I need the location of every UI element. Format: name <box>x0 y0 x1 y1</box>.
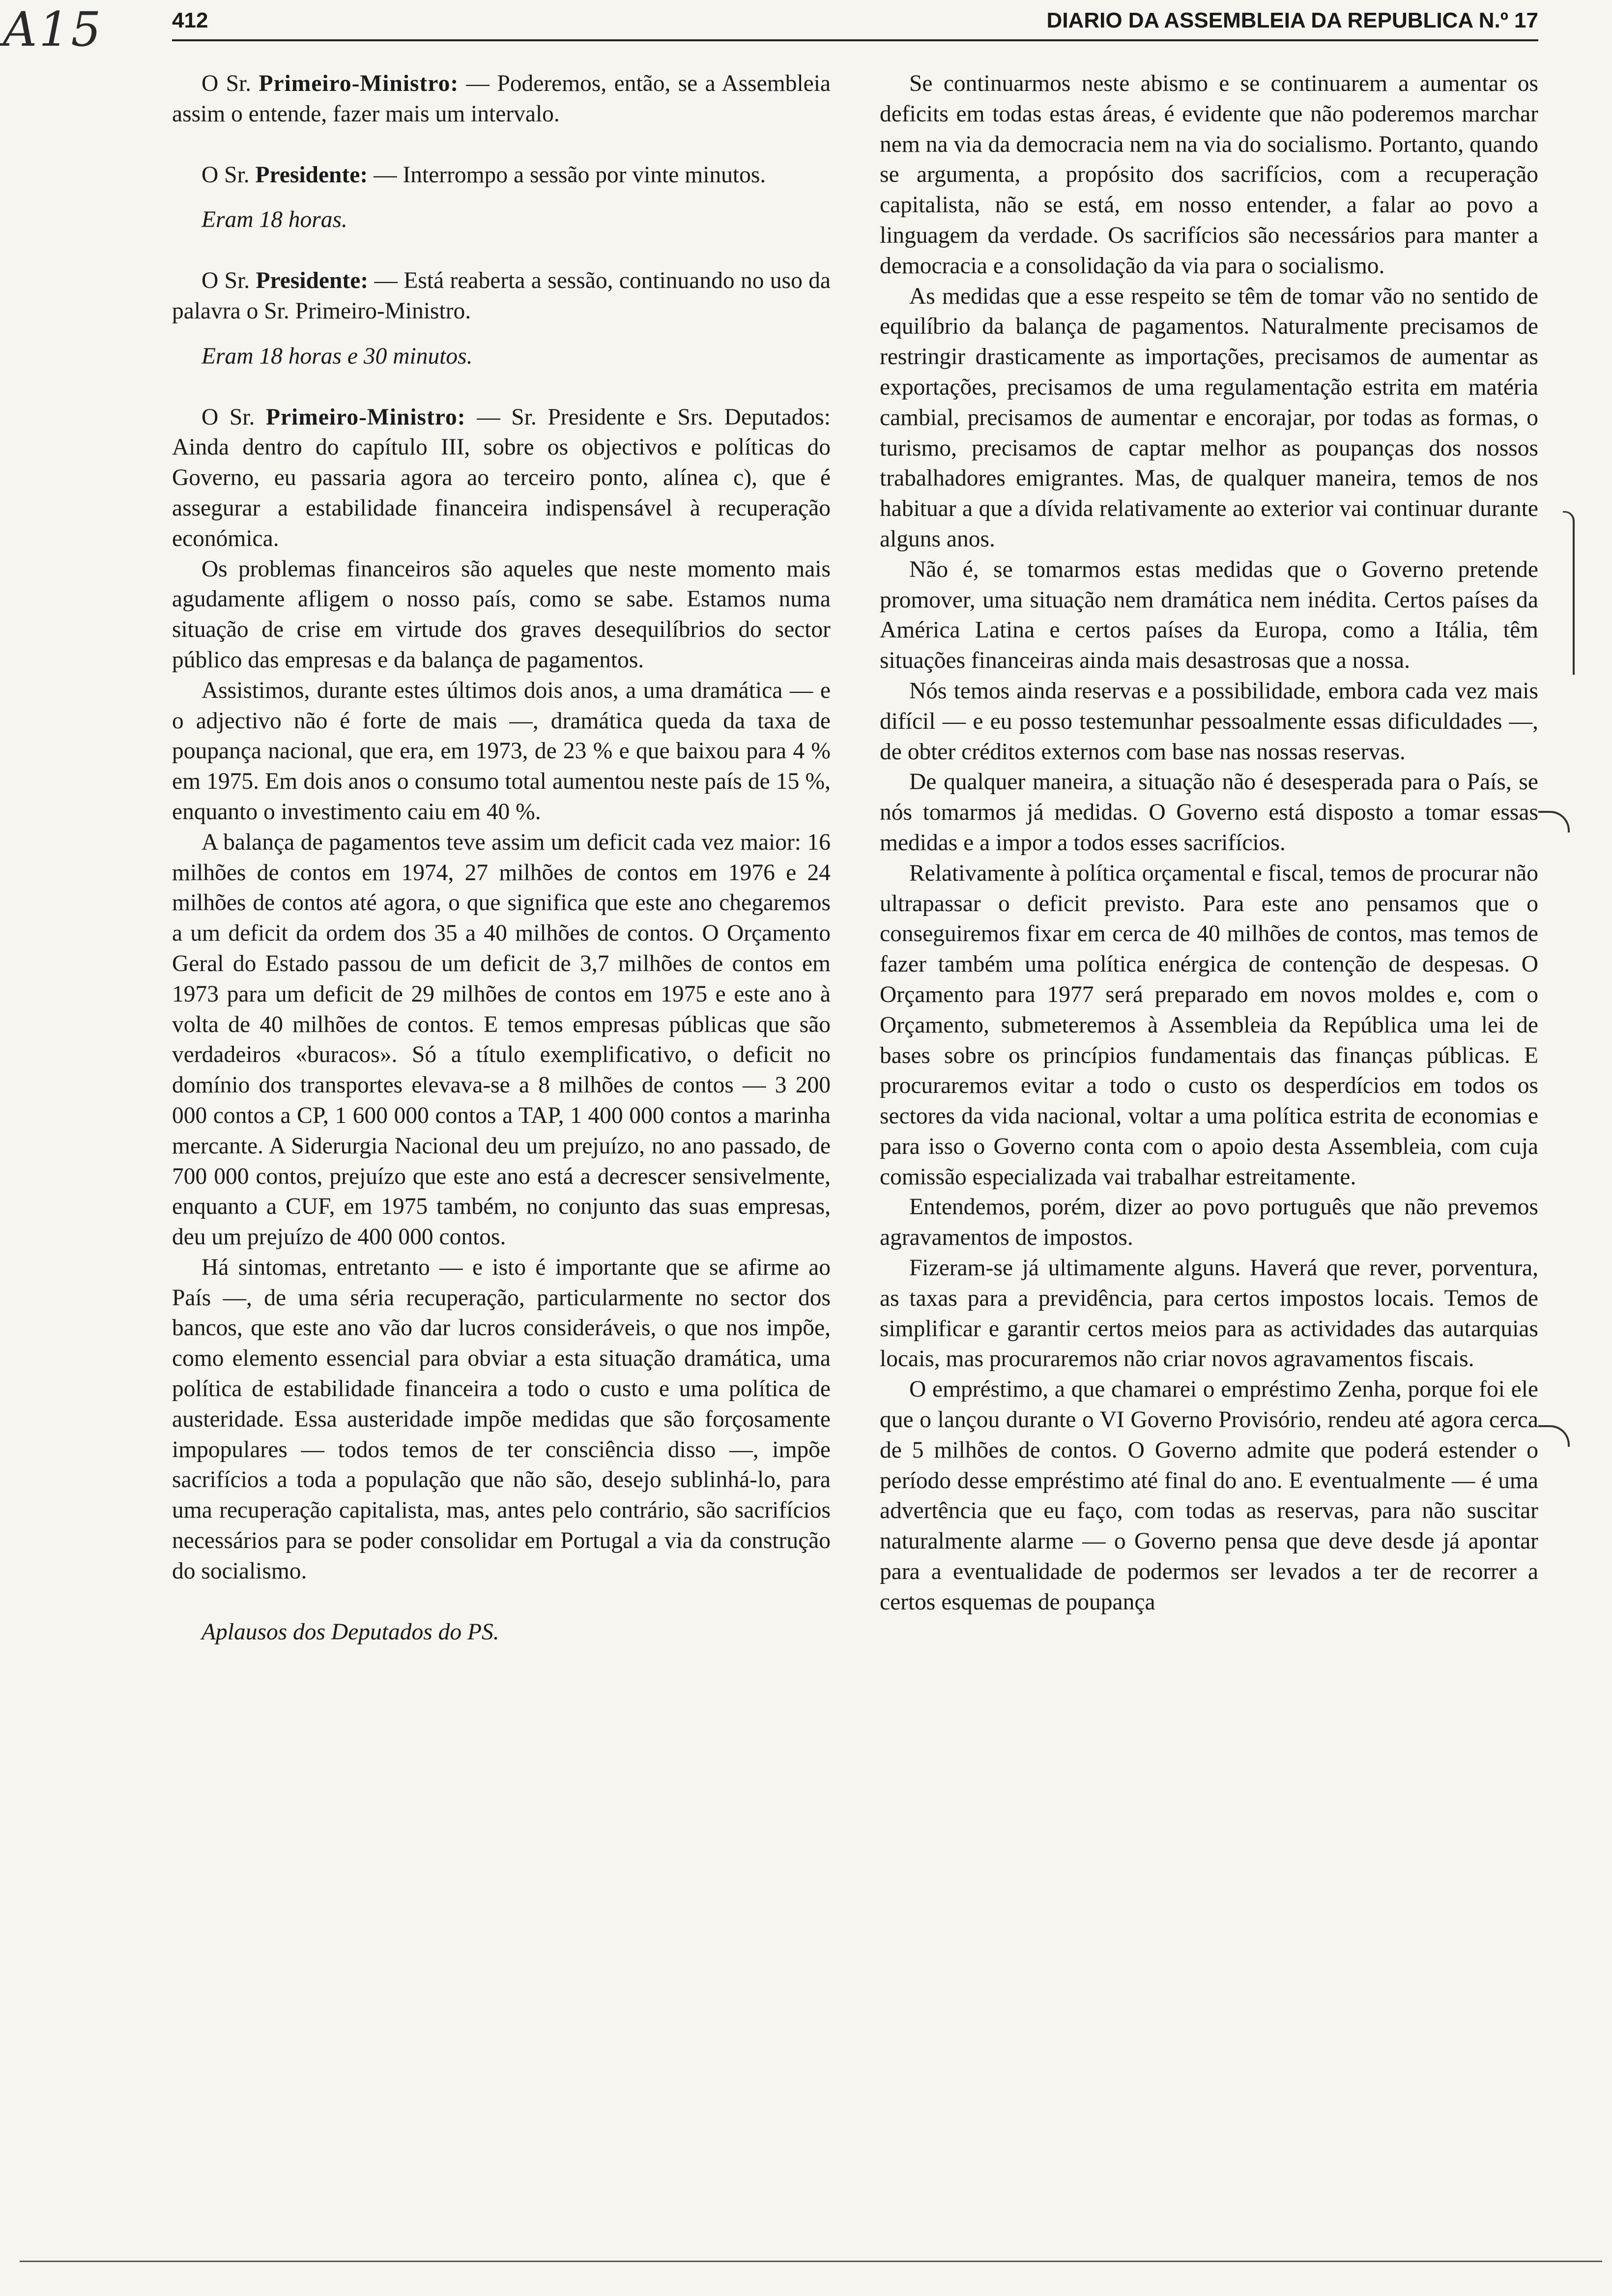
speaker-name: Primeiro-Ministro: <box>265 404 466 430</box>
speaker-name: Presidente: <box>255 162 368 188</box>
body-paragraph: Entendemos, porém, dizer ao povo português que não prevemos agravamentos de impostos. <box>880 1194 1538 1251</box>
speech-paragraph <box>172 160 831 191</box>
speaker-title: O Sr. <box>202 71 259 96</box>
speaker-name: Primeiro-Ministro: <box>259 71 459 96</box>
speech-text: — Está reaberta a sessão, continuando no uso da palavra o Sr. Primeiro-Ministro. <box>172 268 831 324</box>
speech-text: — Interrompo a sessão por vinte minutos. <box>368 162 766 188</box>
body-paragraph: Nós temos ainda reservas e a possibilidade, embora cada vez mais difícil — e eu posso testemunhar pessoalmente essas dificuldades —, de obter créditos externos com base nas nossas reservas. <box>880 678 1538 765</box>
margin-curl-mark <box>1538 811 1570 832</box>
margin-bracket-mark <box>1563 511 1575 675</box>
handwritten-page-mark: A15 <box>3 2 103 57</box>
header-rule <box>172 39 1538 41</box>
speech-paragraph <box>172 402 831 554</box>
body-paragraph: As medidas que a esse respeito se têm de tomar vão no sentido de equilíbrio da balança de pagamentos. Naturalmente precisamos de restringir drasticamente as importações, precisamos de aumentar as exportações, precisamos de uma regulamentação estrita em matéria cambial, precisamos de aumentar e encorajar, por todas as formas, o turismo, precisamos de captar melhor as poupanças dos nossos trabalhadores emigrantes. Mas, de qualquer maneira, temos de nos habituar a que a dívida relativamente ao exterior vai continuar durante alguns anos. <box>880 283 1538 552</box>
body-paragraph: Há sintomas, entretanto — e isto é importante que se afirme ao País —, de uma séria recuperação, particularmente no sector dos bancos, que este ano vão dar lucros consideráveis, o que nos impõe, como elemento essencial para obviar a esta situação dramática, uma política de estabilidade financeira a todo o custo e uma política de austeridade. Essa austeridade impõe medidas que são forçosamente impopulares — todos temos de ter consciência disso —, impõe sacrifícios a toda a população que não são, desejo sublinhá-lo, para uma recuperação capitalista, mas, antes pelo contrário, são sacrifícios necessários para se poder consolidar em Portugal a via da construção do socialismo. <box>172 1254 831 1584</box>
body-paragraph: Se continuarmos neste abismo e se continuarem a aumentar os deficits em todas estas áreas, é evidente que não poderemos marchar nem na via da democracia nem na via do socialismo. Portanto, quando se argumenta, a propósito dos sacrifícios, com a recuperação capitalista, não se está, em nosso entender, a falar ao povo a linguagem da verdade. Os sacrifícios são necessários para manter a democracia e a consolidação da via para o socialismo. <box>880 71 1538 279</box>
body-paragraph: O empréstimo, a que chamarei o empréstimo Zenha, porque foi ele que o lançou durante o VI Governo Provisório, rendeu até agora cerca de 5 milhões de contos. O Governo admite que poderá estender o período desse empréstimo até final do ano. E eventualmente — é uma advertência que eu faço, com todas as reservas, para não suscitar naturalmente alarme — o Governo pensa que deve desde já apontar para a eventualidade de podermos ser levados a ter de recorrer a certos esquemas de poupança <box>880 1377 1538 1615</box>
page-number: 412 <box>172 8 208 32</box>
session-note: Eram 18 horas. <box>202 207 347 233</box>
applause-note: Aplausos dos Deputados do PS. <box>202 1619 499 1645</box>
page-header <box>172 5 1538 36</box>
right-column <box>880 69 1538 1618</box>
session-note: Eram 18 horas e 30 minutos. <box>202 343 473 369</box>
body-paragraph: Relativamente à política orçamental e fiscal, temos de procurar não ultrapassar o deficit previsto. Para este ano pensamos que o conseguiremos fixar em cerca de 40 milhões de contos, mas temos de fazer também uma política enérgica de contenção de despesas. O Orçamento para 1977 será preparado em novos moldes e, com o Orçamento, submeteremos à Assembleia da República uma lei de bases sobre os princípios fundamentais das finanças públicas. E procuraremos evitar a todo o custo os desperdícios em todos os sectores da vida nacional, voltar a uma política estrita de economias e para isso o Governo conta com o apoio desta Assembleia, com cuja comissão especializada vai trabalhar estreitamente. <box>880 860 1538 1190</box>
body-paragraph: Fizeram-se já ultimamente alguns. Haverá que rever, porventura, as taxas para a previdência, para certos impostos locais. Temos de simplificar e garantir certos meios para as actividades das autarquias locais, mas procuraremos não criar novos agravamentos fiscais. <box>880 1255 1538 1372</box>
speech-text: — Poderemos, então, se a Assembleia assim o entende, fazer mais um intervalo. <box>172 71 831 127</box>
body-paragraph: Não é, se tomarmos estas medidas que o Governo pretende promover, uma situação nem dramática nem inédita. Certos países da América Latina e certos países da Europa, como a Itália, têm situações financeiras ainda mais desastrosas que a nossa. <box>880 556 1538 674</box>
speech-text: — Sr. Presidente e Srs. Deputados: Ainda dentro do capítulo III, sobre os objectivos e políticas do Governo, eu passaria agora ao terceiro ponto, alínea c), que é assegurar a estabilidade financeira indispensável à recuperação económica. <box>172 404 831 551</box>
speech-paragraph <box>172 69 831 130</box>
speaker-title: O Sr. <box>202 268 256 294</box>
body-paragraph: Os problemas financeiros são aqueles que neste momento mais agudamente afligem o nosso país, como se sabe. Estamos numa situação de crise em virtude dos graves desequilíbrios do sector público das empresas e da balança de pagamentos. <box>172 556 831 673</box>
left-column <box>172 69 831 1671</box>
body-paragraph: De qualquer maneira, a situação não é desesperada para o País, se nós tomarmos já medidas. O Governo está disposto a tomar essas medidas e a impor a todos esses sacrifícios. <box>880 769 1538 856</box>
footer-rule <box>20 2261 1602 2262</box>
speaker-title: O Sr. <box>202 162 256 188</box>
body-paragraph: A balança de pagamentos teve assim um deficit cada vez maior: 16 milhões de contos em 1974, 27 milhões de contos em 1976 e 24 milhões de contos até agora, o que significa que este ano chegaremos a um deficit da ordem dos 35 a 40 milhões de contos. O Orçamento Geral do Estado passou de um deficit de 3,7 milhões de contos em 1973 para um deficit de 29 milhões de contos em 1975 e este ano à volta de 40 milhões de contos. E temos empresas públicas que são verdadeiros «buracos». Só a título exemplificativo, o deficit no domínio dos transportes elevava-se a 8 milhões de contos — 3 200 000 contos a CP, 1 600 000 contos a TAP, 1 400 000 contos a marinha mercante. A Siderurgia Nacional deu um prejuízo, no ano passado, de 700 000 contos, prejuízo que este ano está a decrescer sensivelmente, enquanto a CUF, em 1975 também, no conjunto das suas empresas, deu um prejuízo de 400 000 contos. <box>172 829 831 1250</box>
body-paragraph: Assistimos, durante estes últimos dois anos, a uma dramática — e o adjectivo não é forte de mais —, dramática queda da taxa de poupança nacional, que era, em 1973, de 23 % e que baixou para 4 % em 1975. Em dois anos o consumo total aumentou neste país de 15 %, enquanto o investimento caiu em 40 %. <box>172 677 831 825</box>
speech-paragraph <box>172 266 831 327</box>
margin-curl-mark <box>1538 1425 1570 1447</box>
speaker-name: Presidente: <box>256 268 369 294</box>
speaker-title: O Sr. <box>202 404 266 430</box>
publication-title: DIARIO DA ASSEMBLEIA DA REPUBLICA N.º 17 <box>1046 8 1538 32</box>
